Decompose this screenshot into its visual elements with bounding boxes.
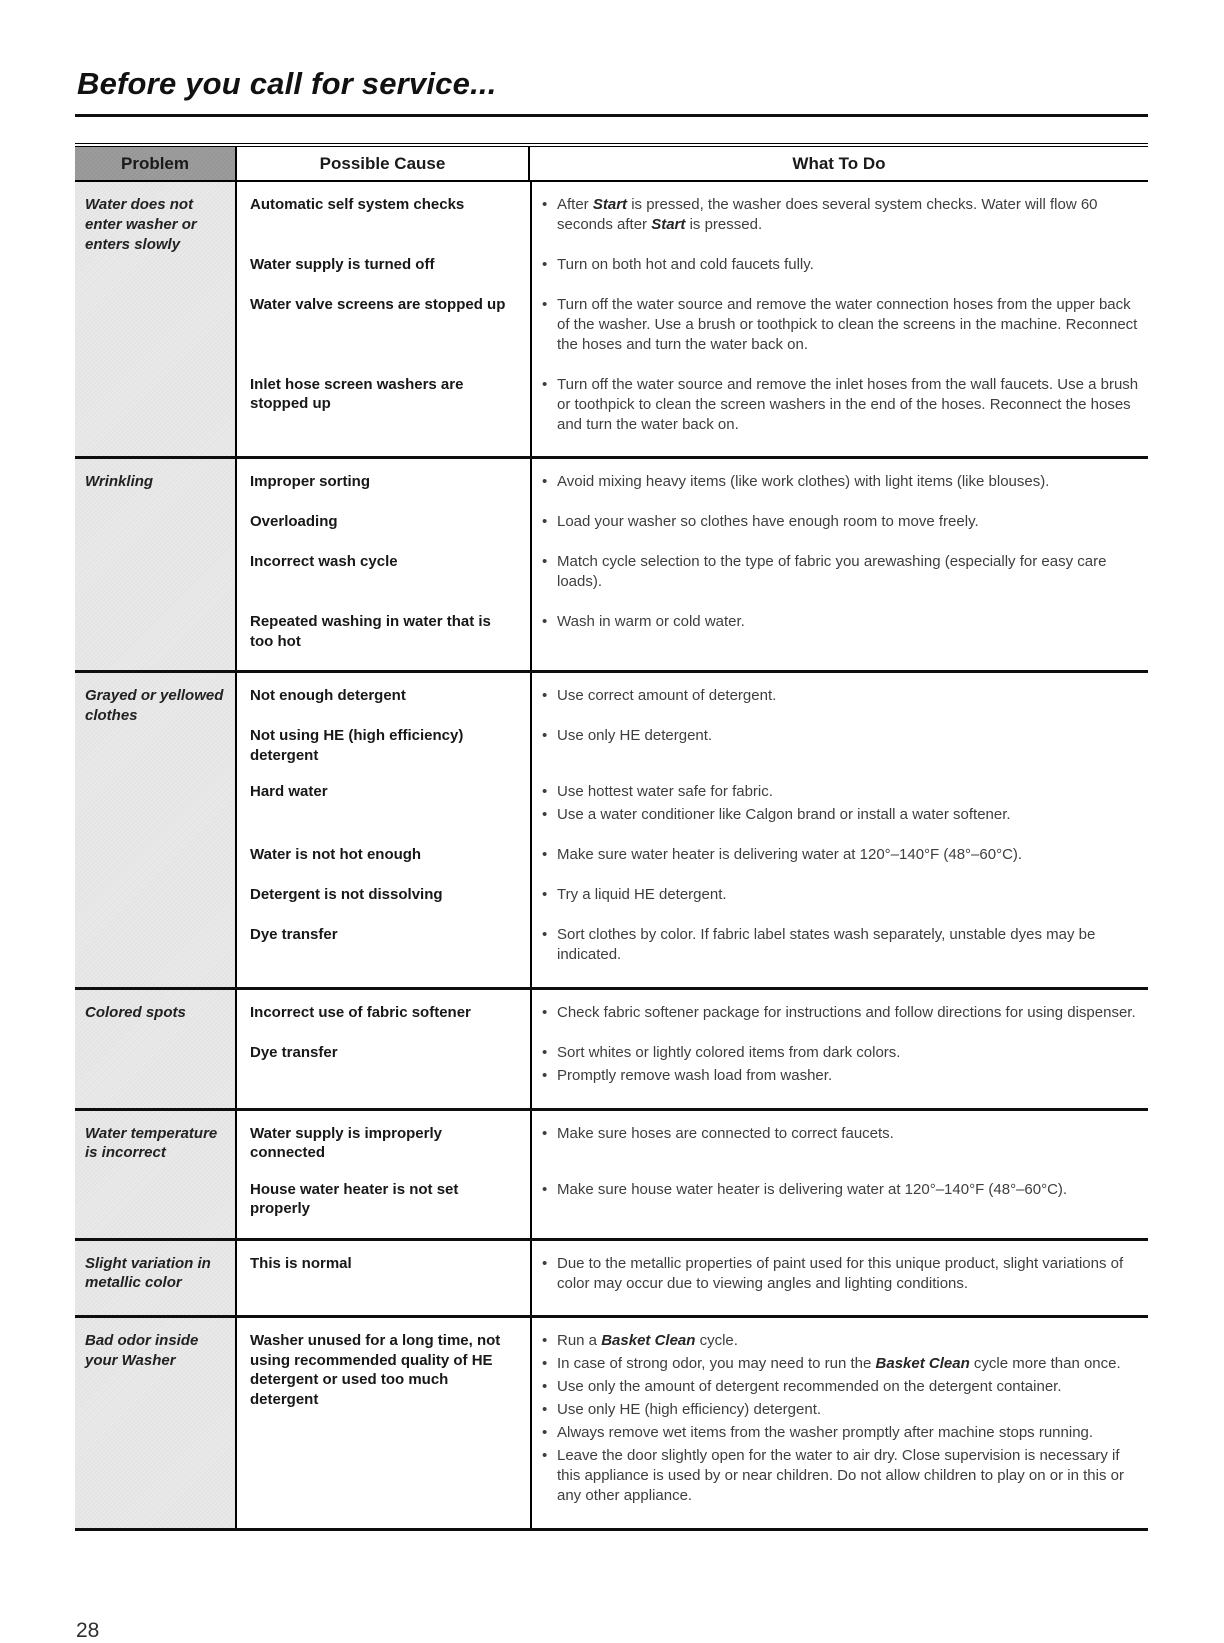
action-text: Load your washer so clothes have enough room to move freely. (557, 513, 979, 531)
what-to-do-cell (530, 782, 1148, 828)
cause-action-pairs (237, 1111, 1148, 1238)
action-bullet (542, 512, 1144, 532)
action-text: Leave the door slightly open for the water to air dry. Close supervision is necessary if this appliance is used by or near children. Do not allow children to play on or in this or any other appliance. (557, 1447, 1124, 1504)
action-bullet (542, 782, 1144, 802)
action-bullet (542, 925, 1144, 965)
what-to-do-cell (530, 195, 1148, 238)
possible-cause-cell: Dye transfer (250, 925, 338, 943)
table-row (75, 990, 1148, 1111)
bullet-marker: • (542, 1254, 548, 1272)
possible-cause-cell: Inlet hose screen washers are stopped up (250, 375, 464, 413)
cause-action-pairs (237, 990, 1148, 1108)
action-text: Turn off the water source and remove the water connection hoses from the upper back of the washer. Use a brush or toothpick to clean the screens in the machine. Reconnect the hoses and turn the water back on. (557, 295, 1138, 353)
action-text: Make sure water heater is delivering water at 120°–140°F (48°–60°C). (557, 846, 1023, 863)
possible-cause-cell: Hard water (250, 783, 328, 801)
bullet-marker: • (542, 687, 548, 705)
action-bullet (542, 1423, 1144, 1443)
action-bullet (542, 1124, 1144, 1144)
action-text: Use only HE detergent. (557, 727, 713, 745)
what-to-do-cell (530, 375, 1148, 438)
action-bullet (542, 885, 1144, 905)
action-bullet (542, 1003, 1144, 1023)
action-text: Promptly remove wash load from washer. (557, 1066, 833, 1084)
what-to-do-cell (530, 885, 1148, 908)
cause-action-pair (237, 612, 1148, 651)
possible-cause-cell: Improper sorting (250, 473, 371, 491)
what-to-do-cell (530, 726, 1148, 749)
what-to-do-cell (530, 295, 1148, 358)
possible-cause-cell: Overloading (250, 513, 338, 531)
action-text: Turn off the water source and remove the inlet hoses from the wall faucets. Use a brush or toothpick to clean the screen washers in the end of the hoses. Reconnect the hoses and turn the water back on. (557, 375, 1139, 433)
table-header-row (75, 147, 1148, 182)
page-number: 28 (76, 1618, 100, 1642)
bullet-marker: • (542, 255, 548, 273)
cause-action-pair (237, 472, 1148, 495)
action-bullet (542, 195, 1144, 235)
possible-cause-cell: Water supply is turned off (250, 255, 435, 273)
action-text: Match cycle selection to the type of fabric you arewashing (especially for easy care loads). (557, 553, 1107, 591)
what-to-do-cell (530, 925, 1148, 968)
troubleshooting-table (75, 143, 1148, 1531)
action-text: Turn on both hot and cold faucets fully. (557, 255, 814, 273)
what-to-do-cell (530, 512, 1148, 535)
cause-action-pair (237, 782, 1148, 828)
problem-cell: Wrinkling (75, 459, 237, 670)
cause-action-pairs (237, 1241, 1148, 1316)
header-possible-cause: Possible Cause (237, 147, 530, 180)
cause-action-pair (237, 1043, 1148, 1089)
action-text: Run a Basket Clean cycle. (557, 1332, 738, 1350)
bullet-marker: • (542, 885, 548, 903)
action-bullet (542, 845, 1144, 865)
problem-cell: Bad odor inside your Washer (75, 1318, 237, 1528)
problem-cell: Colored spots (75, 990, 237, 1108)
action-text: Use a water conditioner like Calgon brand or install a water softener. (557, 806, 1011, 824)
action-text: Check fabric softener package for instructions and follow directions for using dispenser. (557, 1003, 1136, 1021)
action-bullet (542, 686, 1144, 706)
action-bullet (542, 1377, 1144, 1397)
emphasized-term: Basket Clean (601, 1332, 696, 1350)
emphasized-term: Start (592, 196, 628, 213)
table-row (75, 459, 1148, 673)
bullet-marker: • (542, 295, 548, 313)
action-bullet (542, 1331, 1144, 1351)
action-bullet (542, 805, 1144, 825)
action-text: Use only HE (high efficiency) detergent. (557, 1401, 822, 1419)
bullet-marker: • (542, 613, 548, 631)
cause-action-pair (237, 925, 1148, 968)
bullet-marker: • (542, 196, 548, 213)
table-row (75, 1318, 1148, 1531)
action-text: In case of strong odor, you may need to run the Basket Clean cycle more than once. (557, 1355, 1121, 1373)
bullet-marker: • (542, 1378, 548, 1396)
action-bullet (542, 375, 1144, 435)
bullet-marker: • (542, 727, 548, 745)
emphasized-term: Basket Clean (875, 1355, 970, 1373)
problem-cell: Grayed or yellowed clothes (75, 673, 237, 987)
bullet-marker: • (542, 1401, 548, 1419)
cause-action-pairs (237, 459, 1148, 670)
cause-action-pair (237, 686, 1148, 709)
action-bullet (542, 726, 1144, 746)
what-to-do-cell (530, 845, 1148, 868)
what-to-do-cell (530, 686, 1148, 709)
action-text: Avoid mixing heavy items (like work clothes) with light items (like blouses). (557, 473, 1050, 491)
table-row (75, 1111, 1148, 1241)
problem-cell: Slight variation in metallic color (75, 1241, 237, 1316)
possible-cause-cell: Incorrect use of fabric softener (250, 1003, 471, 1021)
what-to-do-cell (530, 552, 1148, 595)
bullet-marker: • (542, 1180, 548, 1198)
cause-action-pairs (237, 1318, 1148, 1528)
table-row (75, 673, 1148, 990)
cause-action-pair (237, 726, 1148, 765)
action-bullet (542, 1180, 1144, 1200)
action-text: Use only the amount of detergent recommended on the detergent container. (557, 1378, 1062, 1396)
action-bullet (542, 1066, 1144, 1086)
action-bullet (542, 255, 1144, 275)
bullet-marker: • (542, 783, 548, 801)
action-bullet (542, 552, 1144, 592)
possible-cause-cell: Water is not hot enough (250, 846, 422, 863)
cause-action-pair (237, 512, 1148, 535)
cause-action-pair (237, 295, 1148, 358)
table-row (75, 182, 1148, 459)
bullet-marker: • (542, 1043, 548, 1061)
action-text: Try a liquid HE detergent. (557, 885, 727, 903)
what-to-do-cell (530, 1254, 1148, 1297)
action-bullet (542, 1400, 1144, 1420)
possible-cause-cell: Not using HE (high efficiency) detergent (250, 727, 464, 764)
title-rule (75, 114, 1148, 117)
what-to-do-cell (530, 1043, 1148, 1089)
action-text: Wash in warm or cold water. (557, 613, 745, 631)
possible-cause-cell: Water valve screens are stopped up (250, 295, 506, 313)
bullet-marker: • (542, 925, 548, 943)
cause-action-pair (237, 885, 1148, 908)
action-bullet (542, 295, 1144, 355)
bullet-marker: • (542, 1124, 548, 1142)
what-to-do-cell (530, 472, 1148, 495)
cause-action-pairs (237, 182, 1148, 456)
bullet-marker: • (542, 1332, 548, 1350)
possible-cause-cell: This is normal (250, 1254, 352, 1272)
action-text: Make sure hoses are connected to correct faucets. (557, 1124, 894, 1142)
bullet-marker: • (542, 1003, 548, 1021)
bullet-marker: • (542, 1447, 548, 1465)
cause-action-pair (237, 845, 1148, 868)
cause-action-pair (237, 255, 1148, 278)
problem-cell: Water does not enter washer or enters slowly (75, 182, 237, 456)
possible-cause-cell: Water supply is improperly connected (250, 1124, 442, 1162)
action-text: Sort clothes by color. If fabric label states wash separately, unstable dyes may be indicated. (557, 925, 1096, 963)
cause-action-pair (237, 1124, 1148, 1163)
bullet-marker: • (542, 1066, 548, 1084)
action-text: After Start is pressed, the washer does several system checks. Water will flow 60 seconds after Start is pressed. (557, 196, 1098, 233)
page-title: Before you call for service... (77, 66, 497, 101)
cause-action-pair (237, 195, 1148, 238)
possible-cause-cell: Incorrect wash cycle (250, 553, 398, 571)
action-bullet (542, 472, 1144, 492)
bullet-marker: • (542, 846, 548, 863)
table-row (75, 1241, 1148, 1319)
action-text: Due to the metallic properties of paint used for this unique product, slight variations of color may occur due to viewing angles and lighting conditions. (557, 1254, 1124, 1292)
action-text: Sort whites or lightly colored items from dark colors. (557, 1043, 901, 1061)
what-to-do-cell (530, 1180, 1148, 1203)
problem-cell: Water temperature is incorrect (75, 1111, 237, 1238)
cause-action-pair (237, 552, 1148, 595)
cause-action-pair (237, 1331, 1148, 1509)
action-text: Always remove wet items from the washer promptly after machine stops running. (557, 1424, 1094, 1442)
bullet-marker: • (542, 1424, 548, 1442)
possible-cause-cell: Automatic self system checks (250, 196, 465, 213)
bullet-marker: • (542, 1355, 548, 1373)
action-text: Make sure house water heater is delivering water at 120°–140°F (48°–60°C). (557, 1180, 1068, 1198)
what-to-do-cell (530, 1124, 1148, 1147)
what-to-do-cell (530, 255, 1148, 278)
action-text: Use hottest water safe for fabric. (557, 783, 773, 801)
possible-cause-cell: Repeated washing in water that is too hot (250, 613, 491, 650)
bullet-marker: • (542, 375, 548, 393)
action-bullet (542, 612, 1144, 632)
bullet-marker: • (542, 473, 548, 491)
action-bullet (542, 1043, 1144, 1063)
action-bullet (542, 1354, 1144, 1374)
possible-cause-cell: Dye transfer (250, 1043, 338, 1061)
table-body (75, 182, 1148, 1531)
emphasized-term: Start (651, 215, 686, 233)
cause-action-pairs (237, 673, 1148, 987)
what-to-do-cell (530, 1003, 1148, 1026)
possible-cause-cell: House water heater is not set properly (250, 1180, 459, 1218)
header-problem: Problem (75, 147, 237, 180)
action-text: Use correct amount of detergent. (557, 687, 777, 705)
cause-action-pair (237, 375, 1148, 438)
header-what-to-do: What To Do (792, 154, 886, 173)
cause-action-pair (237, 1180, 1148, 1219)
action-bullet (542, 1446, 1144, 1506)
bullet-marker: • (542, 513, 548, 531)
possible-cause-cell: Washer unused for a long time, not using recommended quality of HE detergent or used too much detergent (250, 1332, 501, 1408)
possible-cause-cell: Detergent is not dissolving (250, 885, 443, 903)
possible-cause-cell: Not enough detergent (250, 687, 406, 705)
cause-action-pair (237, 1254, 1148, 1297)
what-to-do-cell (530, 1331, 1148, 1509)
cause-action-pair (237, 1003, 1148, 1026)
bullet-marker: • (542, 553, 548, 571)
bullet-marker: • (542, 806, 548, 824)
action-bullet (542, 1254, 1144, 1294)
what-to-do-cell (530, 612, 1148, 635)
